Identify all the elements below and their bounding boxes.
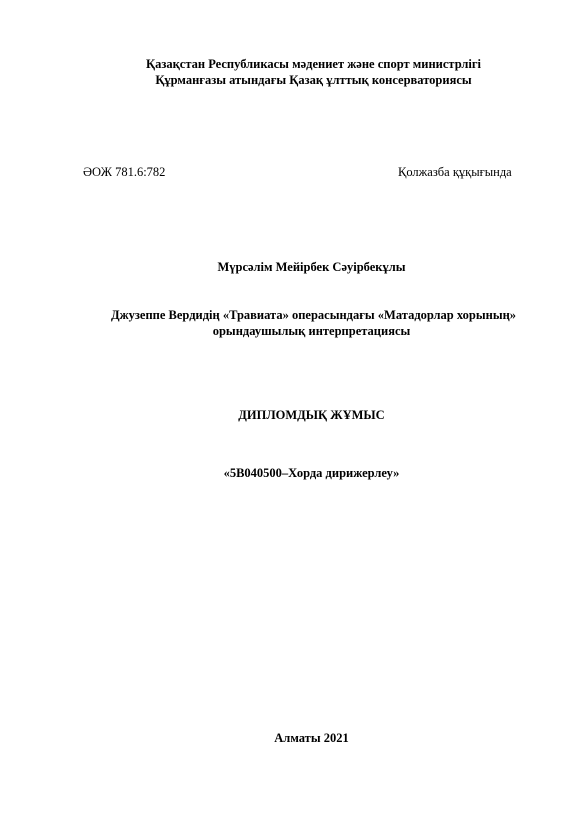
work-type-heading: ДИПЛОМДЫҚ ЖҰМЫС [238, 408, 385, 422]
thesis-title-line-1: Джузеппе Вердидің «Травиата» операсындағы «Матадорлар хорының» [110, 308, 517, 322]
manuscript-rights: Қолжазба құқығында [398, 165, 512, 179]
author-name: Мүрсәлім Мейірбек Сәуірбекұлы [217, 260, 406, 274]
conservatory-name: Құрманғазы атындағы Қазақ ұлттық консерваториясы [155, 73, 472, 87]
specialty-code: «5В040500–Хорда дирижерлеу» [223, 466, 400, 480]
udk-code: ӘОЖ 781.6:782 [83, 165, 166, 179]
city-year: Алматы 2021 [274, 731, 349, 745]
ministry-name: Қазақстан Республикасы мәдениет және спорт министрлігі [146, 57, 481, 71]
thesis-title-line-2: орындаушылық интерпретациясы [212, 324, 411, 338]
